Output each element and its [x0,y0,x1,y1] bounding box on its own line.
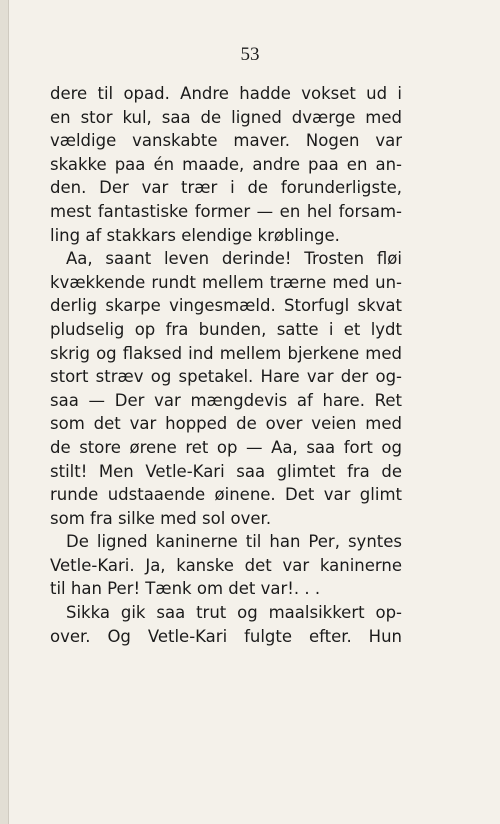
text-line: skakke paa én maade, andre paa en an- [50,154,402,174]
text-line: skrig og flaksed ind mellem bjerkene med [50,343,402,363]
body-text [50,82,402,648]
text-line: runde udstaaende øinene. Det var glimt [50,485,402,505]
text-line: over. Og Vetle-Kari fulgte efter. Hun [50,626,402,646]
text-line: stort stræv og spetakel. Hare var der og- [50,367,402,387]
text-line: de store ørene ret op — Aa, saa fort og [50,437,402,457]
text-line: som fra silke med sol over. [50,508,272,528]
text-line: De ligned kaninerne til han Per, syntes [66,532,402,552]
page-number: 53 [240,44,260,65]
text-line: Aa, saant leven derinde! Trosten fløi [66,249,402,269]
text-line: Sikka gik saa trut og maalsikkert op- [66,603,402,623]
text-line: kvækkende rundt mellem trærne med un- [50,272,402,292]
text-line: som det var hopped de over veien med [50,414,402,434]
text-line: derlig skarpe vingesmæld. Storfugl skvat [50,296,402,316]
text-line: dere til opad. Andre hadde vokset ud i [50,84,402,103]
text-line: stilt! Men Vetle-Kari saa glimtet fra de [50,461,402,481]
text-line: vældige vanskabte maver. Nogen var [50,131,402,151]
text-line: pludselig op fra bunden, satte i et lydt [50,319,402,339]
text-line: en stor kul, saa de ligned dværge med [50,107,402,127]
text-line: Vetle-Kari. Ja, kanske det var kaninerne [50,555,402,575]
text-line: mest fantastiske former — en hel forsam- [50,201,402,221]
text-line: til han Per! Tænk om det var!. . . [50,579,321,599]
text-line: ling af stakkars elendige krøblinge. [50,225,340,245]
text-line: saa — Der var mængdevis af hare. Ret [50,390,402,410]
text-line: den. Der var trær i de forunderligste, [50,178,402,198]
